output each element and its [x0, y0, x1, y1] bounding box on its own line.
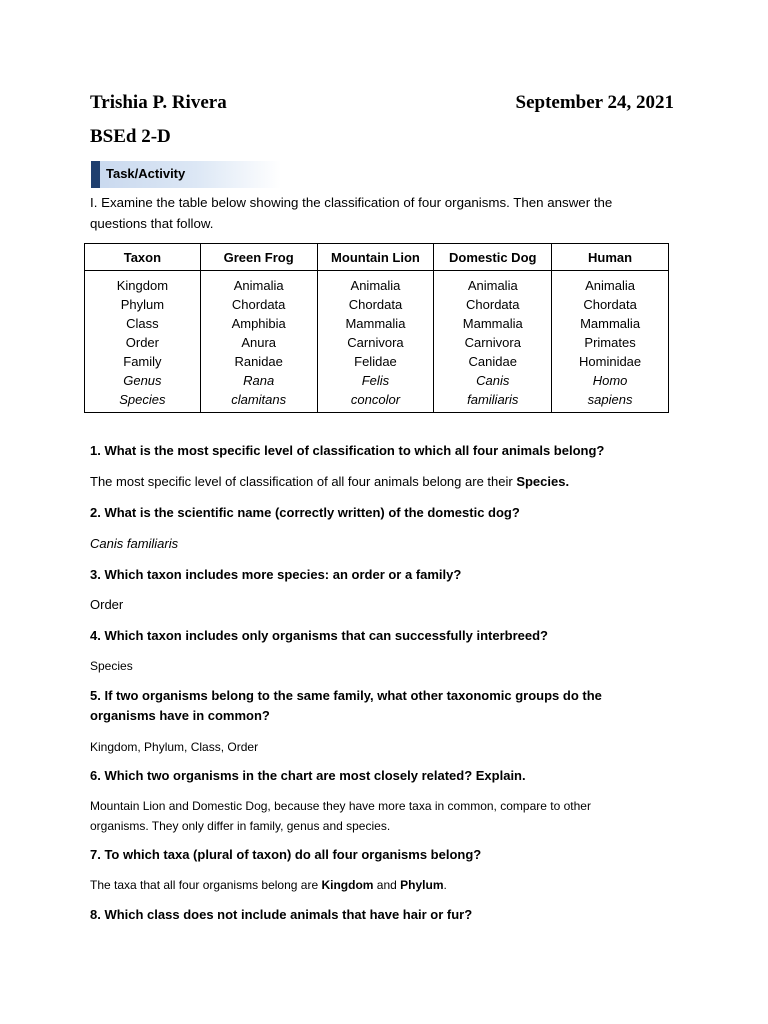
- table-cell: Mammalia: [345, 316, 406, 331]
- table-cell: Chordata: [231, 297, 286, 312]
- table-header-cell: Taxon: [85, 244, 201, 271]
- answer-1: [90, 472, 690, 492]
- table-cell: sapiens: [587, 392, 633, 407]
- table-cell: Anura: [241, 335, 277, 350]
- table-header-cell: Green Frog: [200, 244, 317, 271]
- answer-5: Kingdom, Phylum, Class, Order: [90, 740, 259, 754]
- table-cell: Animalia: [467, 278, 518, 293]
- class-section: BSEd 2-D: [90, 126, 171, 147]
- task-banner-accent: [91, 161, 100, 188]
- table-cell: Genus: [123, 373, 162, 388]
- question-4: 4. Which taxon includes only organisms that can successfully interbreed?: [90, 628, 549, 643]
- table-row: [85, 271, 669, 413]
- task-label: Task/Activity: [106, 166, 186, 181]
- answer-2: Canis familiaris: [90, 536, 179, 551]
- table-cell: Animalia: [585, 278, 635, 293]
- answer-7-and: and: [373, 878, 401, 892]
- table-cell: Animalia: [350, 278, 401, 293]
- answer-7-phylum: Phylum: [400, 878, 444, 892]
- answer-7: [90, 875, 690, 895]
- table-cell: Carnivora: [347, 335, 404, 350]
- question-1: 1. What is the most specific level of classification to which all four animals belong?: [90, 443, 605, 458]
- table-header-cell: Mountain Lion: [317, 244, 434, 271]
- taxon-column: [85, 271, 201, 413]
- answer-4: Species: [90, 659, 133, 673]
- table-cell: Phylum: [120, 297, 165, 312]
- table-cell: Canis: [476, 373, 510, 388]
- classification-table: [84, 243, 669, 413]
- table-cell: Mammalia: [580, 316, 641, 331]
- question-2: 2. What is the scientific name (correctly written) of the domestic dog?: [90, 505, 520, 520]
- answer-7-period: .: [443, 878, 447, 892]
- table-cell: Order: [125, 335, 159, 350]
- table-cell: Chordata: [348, 297, 403, 312]
- answer-1-text: The most specific level of classification of all four animals belong are their: [90, 474, 517, 489]
- table-cell: Rana: [243, 373, 275, 388]
- table-cell: Kingdom: [116, 278, 169, 293]
- table-cell: Ranidae: [234, 354, 283, 369]
- table-cell: Amphibia: [231, 316, 286, 331]
- question-5: 5. If two organisms belong to the same family, what other taxonomic groups do the organisms have in common?: [90, 688, 602, 723]
- table-cell: Felis: [361, 373, 390, 388]
- table-cell: familiaris: [467, 392, 519, 407]
- table-cell: Class: [126, 316, 159, 331]
- table-cell: Mammalia: [462, 316, 523, 331]
- table-header-cell: Human: [552, 244, 669, 271]
- table-cell: Carnivora: [464, 335, 521, 350]
- document-date: September 24, 2021: [515, 92, 674, 113]
- question-7: 7. To which taxa (plural of taxon) do all four organisms belong?: [90, 847, 482, 862]
- table-cell: Chordata: [466, 297, 520, 312]
- mountain-lion-column: [317, 271, 434, 413]
- table-cell: Homo: [592, 373, 628, 388]
- table-header-row: [85, 244, 669, 271]
- table-cell: Family: [123, 354, 162, 369]
- table-cell: Primates: [584, 335, 636, 350]
- table-cell: concolor: [350, 392, 401, 407]
- table-cell: Animalia: [233, 278, 284, 293]
- instruction-text: I. Examine the table below showing the classification of four organisms. Then answer the questions that follow.: [90, 195, 613, 231]
- question-8: 8. Which class does not include animals that have hair or fur?: [90, 907, 473, 922]
- answer-3: Order: [90, 597, 124, 612]
- answer-7-text: The taxa that all four organisms belong are: [90, 878, 322, 892]
- table-header-cell: Domestic Dog: [434, 244, 552, 271]
- domestic-dog-column: [434, 271, 552, 413]
- answer-7-kingdom: Kingdom: [321, 878, 374, 892]
- question-3: 3. Which taxon includes more species: an order or a family?: [90, 567, 462, 582]
- student-name: Trishia P. Rivera: [90, 92, 227, 113]
- table-cell: clamitans: [231, 392, 287, 407]
- table-cell: Species: [119, 392, 166, 407]
- table-cell: Canidae: [468, 354, 517, 369]
- question-6: 6. Which two organisms in the chart are most closely related? Explain.: [90, 768, 526, 783]
- human-column: [552, 271, 669, 413]
- task-banner: [91, 161, 281, 188]
- table-cell: Felidae: [354, 354, 397, 369]
- table-cell: Chordata: [583, 297, 637, 312]
- answer-1-emphasis: Species.: [516, 474, 570, 489]
- table-cell: Hominidae: [579, 354, 642, 369]
- answer-6: Mountain Lion and Domestic Dog, because they have more taxa in common, compare to other organisms. They only differ in family, genus and species.: [90, 799, 591, 833]
- green-frog-column: [200, 271, 317, 413]
